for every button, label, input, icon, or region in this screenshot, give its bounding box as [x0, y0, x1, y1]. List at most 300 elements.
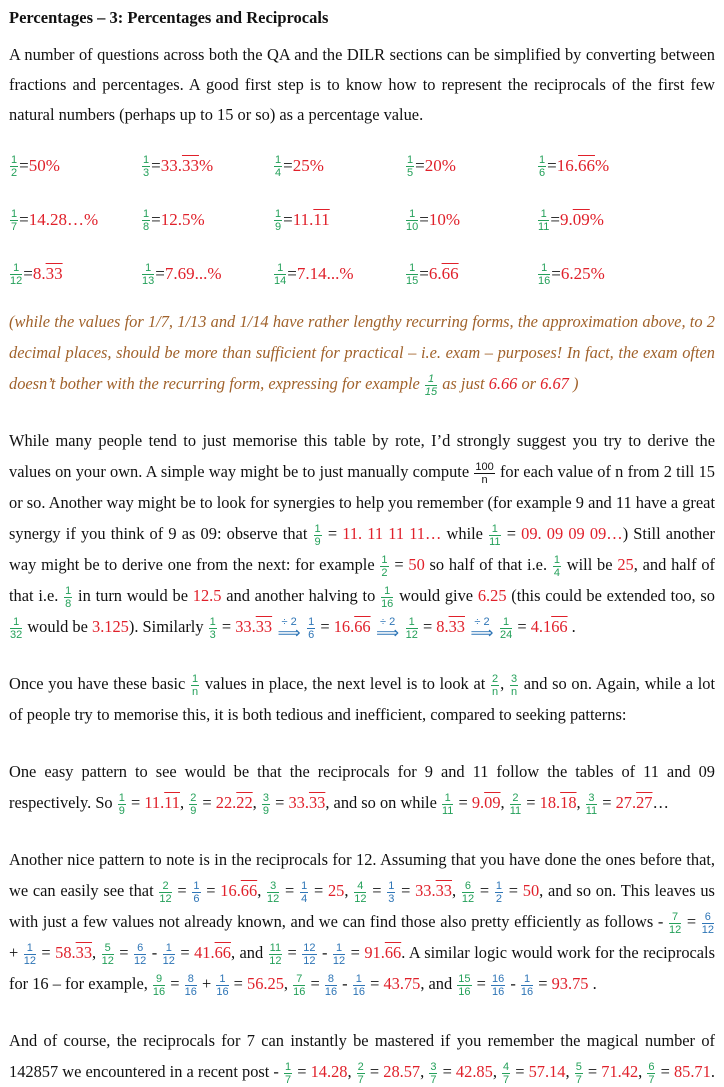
reciprocal-entry — [273, 146, 405, 186]
fraction-numerator: 3 — [586, 792, 597, 805]
reciprocal-entry — [537, 200, 669, 240]
text-run: (this could be extended too, so — [506, 586, 715, 605]
fraction — [118, 792, 126, 817]
value-digits: 91. — [364, 943, 385, 962]
text-run: + — [9, 943, 23, 962]
reciprocal-entry — [141, 146, 273, 186]
fraction-denominator: 16 — [216, 985, 229, 998]
fraction — [553, 554, 561, 579]
fraction-numerator: 1 — [274, 262, 286, 275]
fraction-numerator: 12 — [303, 941, 316, 954]
fraction-denominator: 12 — [354, 892, 367, 905]
fraction-denominator: 16 — [352, 985, 365, 998]
recurring-digits: 11 — [313, 210, 330, 229]
derivation-paragraph — [9, 425, 715, 642]
fraction — [429, 1061, 437, 1086]
fraction-denominator: 15 — [406, 274, 419, 287]
fraction-denominator: 2 — [495, 892, 502, 905]
value-digits: 33. — [415, 881, 436, 900]
value-digits: 56.25 — [247, 974, 284, 993]
percentage-value: 12.5% — [160, 210, 205, 229]
highlighted-value — [235, 617, 272, 636]
recurring-digits: 18 — [560, 793, 577, 812]
fraction — [216, 973, 228, 998]
text-run: = — [175, 943, 195, 962]
highlighted-value — [415, 881, 452, 900]
divide-arrow — [371, 616, 405, 643]
fraction-numerator: 3 — [430, 1060, 437, 1073]
text-run: = — [656, 1062, 674, 1081]
percentage-value: 25% — [292, 156, 324, 175]
fraction-denominator: 12 — [267, 892, 280, 905]
percentage-value: 10% — [428, 210, 461, 229]
text-run: , and — [230, 943, 268, 962]
text-run: = — [271, 793, 289, 812]
text-run: will be — [561, 555, 618, 574]
double-arrow-icon: ⟹ — [376, 625, 400, 643]
reciprocal-entry — [141, 254, 273, 294]
fraction-numerator: 4 — [503, 1060, 510, 1073]
fraction-numerator: 1 — [538, 262, 550, 275]
recurring-digits: 33 — [75, 943, 93, 962]
highlighted-value — [194, 943, 231, 962]
percentage-value: 16. — [556, 156, 578, 175]
equals-sign: = — [19, 156, 29, 175]
value-digits: 33. — [288, 793, 309, 812]
fraction-denominator: 12 — [134, 954, 147, 967]
fraction-numerator: 1 — [333, 942, 345, 955]
fraction-numerator: 1 — [442, 792, 453, 805]
fraction — [702, 911, 714, 936]
twelve-pattern-paragraph — [9, 844, 715, 999]
value-digits: 25 — [327, 881, 345, 900]
text-run: = — [682, 912, 701, 931]
fraction-denominator: 10 — [406, 220, 419, 233]
fraction-numerator: 2 — [510, 792, 521, 805]
equals-sign: = — [551, 264, 561, 283]
value-digits: 18. — [539, 793, 561, 812]
value-digits: 33. — [235, 617, 256, 636]
fraction — [10, 262, 22, 287]
fraction-numerator: 1 — [353, 973, 365, 986]
value-digits: 6.66 — [488, 374, 518, 393]
percentage-value: 9. — [560, 210, 573, 229]
equals-sign: = — [151, 210, 161, 229]
text-run: . — [588, 974, 597, 993]
fraction-denominator: 11 — [585, 804, 598, 817]
fraction — [538, 154, 546, 179]
fraction-numerator: 1 — [308, 615, 315, 628]
value-digits: 9. — [471, 793, 485, 812]
text-run: = — [198, 793, 216, 812]
fraction-denominator: 7 — [648, 1073, 655, 1086]
text-run: - — [506, 974, 520, 993]
fraction-numerator: 1 — [489, 523, 500, 536]
text-run: in turn would be — [73, 586, 193, 605]
equals-sign: = — [155, 264, 165, 283]
fraction — [442, 792, 453, 817]
fraction — [354, 880, 366, 905]
divide-arrow — [272, 616, 306, 643]
nine-eleven-pattern-paragraph — [9, 756, 715, 818]
value-digits: 25 — [617, 555, 634, 574]
highlighted-value — [247, 974, 284, 993]
fraction-numerator: 3 — [267, 880, 279, 893]
text-run: - — [338, 974, 352, 993]
value-digits: 11. — [144, 793, 165, 812]
highlighted-value — [220, 881, 257, 900]
fraction-numerator: 1 — [381, 553, 388, 566]
fraction — [307, 616, 315, 641]
text-run: And of course, the reciprocals for 7 can instantly be mastered if you remember the magical number of 142857 we encountered in a recent post - — [9, 1031, 715, 1081]
recurring-digits: 66 — [551, 617, 568, 636]
recurring-digits: 66 — [384, 943, 402, 962]
divide-by-two-label: ÷ 2 — [281, 616, 297, 629]
fraction — [495, 880, 503, 905]
fraction-denominator: 9 — [314, 535, 321, 548]
text-run: = — [172, 881, 192, 900]
fraction — [491, 673, 499, 698]
text-run: = — [583, 1062, 602, 1081]
fraction-numerator: 15 — [458, 972, 471, 985]
fraction — [300, 880, 308, 905]
fraction — [462, 880, 474, 905]
fraction — [353, 973, 365, 998]
fraction-numerator: 1 — [539, 153, 546, 166]
fraction — [274, 154, 282, 179]
fraction-denominator: 8 — [65, 597, 72, 610]
divide-by-two-label: ÷ 2 — [474, 616, 490, 629]
fraction-denominator: 9 — [190, 804, 197, 817]
value-digits: 22. — [215, 793, 237, 812]
fraction-numerator: 6 — [648, 1060, 655, 1073]
text-run: = — [396, 881, 416, 900]
fraction-denominator: 16 — [458, 985, 471, 998]
fraction-denominator: 8 — [143, 220, 150, 233]
fraction-numerator: 1 — [275, 153, 282, 166]
text-run: While many people tend to just memorise this table by rote, I’d strongly suggest you try to derive the values on your own. A simple way might be to just manually compute — [9, 431, 715, 481]
fraction-denominator: 7 — [503, 1073, 510, 1086]
value-digits: 85.71 — [673, 1062, 711, 1081]
fraction — [142, 262, 154, 287]
text-run: would be — [23, 617, 92, 636]
fraction — [500, 616, 512, 641]
reciprocal-table — [9, 146, 715, 294]
text-run: + — [197, 974, 216, 993]
fraction — [274, 208, 282, 233]
text-run: . A similar logic would work for the reciprocals for 16 – for example, — [9, 943, 715, 993]
text-run: = — [309, 881, 328, 900]
value-digits: 27. — [615, 793, 637, 812]
fraction-denominator: 12 — [303, 954, 316, 967]
fraction-numerator: 1 — [407, 153, 414, 166]
text-run: = — [522, 793, 540, 812]
reciprocal-entry — [9, 200, 141, 240]
value-digits: 42.85 — [455, 1062, 493, 1081]
reciprocal-entry — [537, 146, 669, 186]
fraction-denominator: 7 — [357, 1073, 364, 1086]
text-run: = — [504, 881, 523, 900]
highlighted-value — [383, 1062, 420, 1081]
text-run: = — [598, 793, 616, 812]
text-run: - — [147, 943, 162, 962]
recurring-digits: 33 — [435, 881, 452, 900]
highlighted-value — [552, 974, 589, 993]
fraction — [192, 880, 200, 905]
fraction — [474, 461, 494, 486]
percent-sign: % — [594, 156, 610, 175]
fraction — [538, 262, 550, 287]
value-digits: 28.57 — [383, 1062, 421, 1081]
fraction-denominator: 9 — [275, 220, 282, 233]
fraction-numerator: 1 — [193, 879, 200, 892]
fraction-numerator: 5 — [575, 1060, 582, 1073]
text-run: , and so on. This leaves us with just a few values not already known, and we can find those also pretty efficiently as follows - — [9, 881, 715, 931]
fraction-denominator: 11 — [538, 220, 550, 233]
percent-sign: % — [198, 156, 214, 175]
fraction — [669, 911, 681, 936]
fraction-denominator: 4 — [275, 166, 282, 179]
text-run: for each value of n from 2 till 15 or so. Another way might be to look for synergies to help you remember (for example 9 and 11 have a great synergy if you think of 9 as 09: observe that — [9, 462, 715, 543]
fraction — [191, 673, 199, 698]
fraction — [510, 792, 521, 817]
fraction — [24, 942, 36, 967]
fraction-denominator: 6 — [539, 166, 546, 179]
text-run: , — [565, 1062, 574, 1081]
fraction-numerator: 9 — [153, 973, 165, 986]
highlighted-value — [478, 586, 507, 605]
text-run: . — [567, 617, 576, 636]
fraction-numerator: 100 — [475, 460, 494, 473]
text-run: = — [346, 943, 365, 962]
text-run: , — [452, 881, 461, 900]
fraction — [102, 942, 114, 967]
fraction-numerator: 16 — [492, 972, 505, 985]
equals-sign: = — [547, 156, 557, 175]
fraction-denominator: 16 — [152, 985, 166, 998]
fraction-numerator: 2 — [190, 791, 197, 804]
recurring-digits: 27 — [636, 793, 653, 812]
fraction-numerator: 1 — [209, 615, 216, 628]
fraction-numerator: 1 — [11, 207, 18, 220]
text-run: , — [420, 1062, 429, 1081]
equals-sign: = — [283, 210, 293, 229]
text-run: = — [534, 974, 552, 993]
recurring-digits: 33 — [255, 617, 273, 636]
reciprocal-entry — [405, 200, 537, 240]
fraction — [586, 792, 597, 817]
fraction — [381, 585, 393, 610]
highlighted-value — [529, 1062, 566, 1081]
fraction — [538, 208, 549, 233]
text-run: , — [92, 943, 101, 962]
fraction-denominator: 12 — [701, 923, 714, 936]
fraction-numerator: 1 — [192, 672, 199, 685]
fraction-denominator: 14 — [274, 274, 287, 287]
equals-sign: = — [419, 210, 429, 229]
equals-sign: = — [283, 156, 293, 175]
fraction-numerator: 1 — [285, 1060, 292, 1073]
highlighted-value — [674, 1062, 711, 1081]
intro-paragraph: A number of questions across both the QA and the DILR sections can be simplified by converting between fractions and percentages. A good first step is to know how to represent the reciprocals of the first few natural numbers (perhaps up to 15 or so) as a percentage value. — [9, 45, 715, 124]
text-run: , — [257, 881, 267, 900]
fraction-numerator: 1 — [143, 207, 150, 220]
fraction-denominator: 7 — [11, 220, 18, 233]
text-run: = — [472, 974, 490, 993]
fraction — [185, 973, 197, 998]
fraction-numerator: 1 — [163, 942, 175, 955]
fraction — [406, 154, 414, 179]
fraction-denominator: 11 — [509, 804, 522, 817]
text-run: = — [126, 793, 145, 812]
reciprocal-entry — [141, 200, 273, 240]
fraction — [425, 373, 437, 398]
recurring-digits: 11 — [164, 793, 180, 812]
fraction-numerator: 2 — [492, 672, 499, 685]
fraction-denominator: 32 — [10, 628, 23, 641]
text-run: … — [652, 793, 669, 812]
text-run: = — [438, 1062, 456, 1081]
highlighted-value — [617, 555, 633, 574]
text-run: = — [365, 974, 384, 993]
page-title: Percentages – 3: Percentages and Reciprocals — [9, 8, 329, 27]
fraction — [267, 880, 279, 905]
value-digits: 4.1 — [530, 617, 552, 636]
value-digits: 09. 09 09 09… — [521, 524, 623, 543]
highlighted-value — [601, 1062, 638, 1081]
fraction-denominator: 16 — [381, 597, 394, 610]
fraction — [406, 208, 418, 233]
text-run: , — [576, 793, 585, 812]
value-digits: 6.67 — [540, 374, 569, 393]
fraction — [575, 1061, 583, 1086]
fraction-numerator: 6 — [702, 911, 714, 924]
fraction-numerator: 1 — [538, 208, 549, 221]
value-digits: 12.5 — [192, 586, 222, 605]
next-level-paragraph — [9, 668, 715, 730]
recurring-digits: 33 — [181, 156, 199, 175]
text-run: values in place, the next level is to look at — [200, 674, 490, 693]
value-digits: 11. 11 11 11… — [342, 524, 442, 543]
fraction-denominator: n — [192, 685, 199, 698]
fraction — [142, 154, 150, 179]
fraction-denominator: 16 — [520, 985, 534, 998]
fraction — [502, 1061, 510, 1086]
fraction — [284, 1061, 292, 1086]
fraction-numerator: 1 — [142, 262, 154, 275]
fraction-denominator: 12 — [159, 892, 172, 905]
value-digits: 14.28 — [310, 1062, 348, 1081]
fraction-denominator: 16 — [293, 985, 306, 998]
fraction-numerator: 5 — [102, 942, 114, 955]
fraction-numerator: 1 — [406, 208, 418, 221]
highlighted-value — [472, 793, 501, 812]
text-run: so half of that i.e. — [424, 555, 552, 574]
fraction — [333, 942, 345, 967]
equals-sign: = — [23, 264, 33, 283]
fraction-numerator: 1 — [406, 616, 418, 629]
fraction-denominator: 12 — [461, 892, 475, 905]
fraction — [274, 262, 286, 287]
fraction — [142, 208, 150, 233]
fraction-denominator: 11 — [441, 804, 454, 817]
fraction-numerator: 1 — [301, 879, 308, 892]
fraction-denominator: 24 — [499, 628, 513, 641]
fraction — [64, 585, 72, 610]
recurring-digits: 33 — [45, 264, 63, 283]
percentage-value: 33. — [160, 156, 182, 175]
fraction — [491, 973, 505, 998]
fraction-numerator: 7 — [669, 911, 681, 924]
value-digits: 16. — [333, 617, 355, 636]
fraction-denominator: 5 — [407, 166, 414, 179]
fraction-denominator: 12 — [668, 923, 682, 936]
fraction-numerator: 1 — [143, 153, 150, 166]
percentage-value: 11. — [292, 210, 314, 229]
fraction-denominator: 11 — [489, 535, 501, 548]
fraction-denominator: 2 — [381, 566, 388, 579]
value-digits: 43.75 — [383, 974, 421, 993]
highlighted-value — [193, 586, 222, 605]
fraction — [159, 880, 171, 905]
text-run: , — [347, 1062, 356, 1081]
fraction-denominator: 6 — [193, 892, 200, 905]
fraction-denominator: 6 — [308, 628, 315, 641]
text-run: = — [293, 1062, 311, 1081]
fraction-numerator: 3 — [262, 791, 269, 804]
text-run: = — [283, 943, 302, 962]
text-run: = — [229, 974, 248, 993]
highlighted-value — [364, 943, 401, 962]
text-run: = — [389, 555, 409, 574]
highlighted-value — [616, 793, 653, 812]
value-digits: 57.14 — [528, 1062, 566, 1081]
text-run: ) Still another way might be to derive one from the next: for example — [9, 524, 715, 574]
fraction-denominator: n — [510, 685, 518, 698]
highlighted-value — [342, 524, 441, 543]
fraction-denominator: 15 — [424, 385, 438, 398]
fraction-numerator: 3 — [510, 672, 518, 685]
text-run: or — [517, 374, 541, 393]
text-run: as just — [438, 374, 489, 393]
fraction-numerator: 1 — [314, 522, 321, 535]
text-run: , — [500, 793, 509, 812]
text-run: , — [500, 674, 509, 693]
highlighted-value — [456, 1062, 493, 1081]
highlighted-value — [521, 524, 623, 543]
highlighted-value — [540, 793, 577, 812]
fraction-denominator: 7 — [285, 1073, 292, 1086]
text-run: , — [344, 881, 354, 900]
percent-sign: % — [589, 210, 604, 229]
fraction — [10, 154, 18, 179]
text-run: Once you have these basic — [9, 674, 191, 693]
value-digits: 50 — [522, 881, 540, 900]
percentage-value: 14.28…% — [28, 210, 99, 229]
fraction — [302, 942, 316, 967]
double-arrow-icon: ⟹ — [277, 625, 301, 643]
divide-arrow — [465, 616, 499, 643]
highlighted-value — [216, 793, 253, 812]
fraction-numerator: 1 — [553, 553, 560, 566]
fraction-numerator: 1 — [500, 616, 512, 629]
equals-sign: = — [415, 156, 425, 175]
fraction-numerator: 1 — [381, 585, 393, 598]
text-run: = — [217, 617, 236, 636]
fraction — [10, 616, 22, 641]
fraction-numerator: 1 — [425, 373, 437, 386]
text-run: = — [475, 881, 494, 900]
